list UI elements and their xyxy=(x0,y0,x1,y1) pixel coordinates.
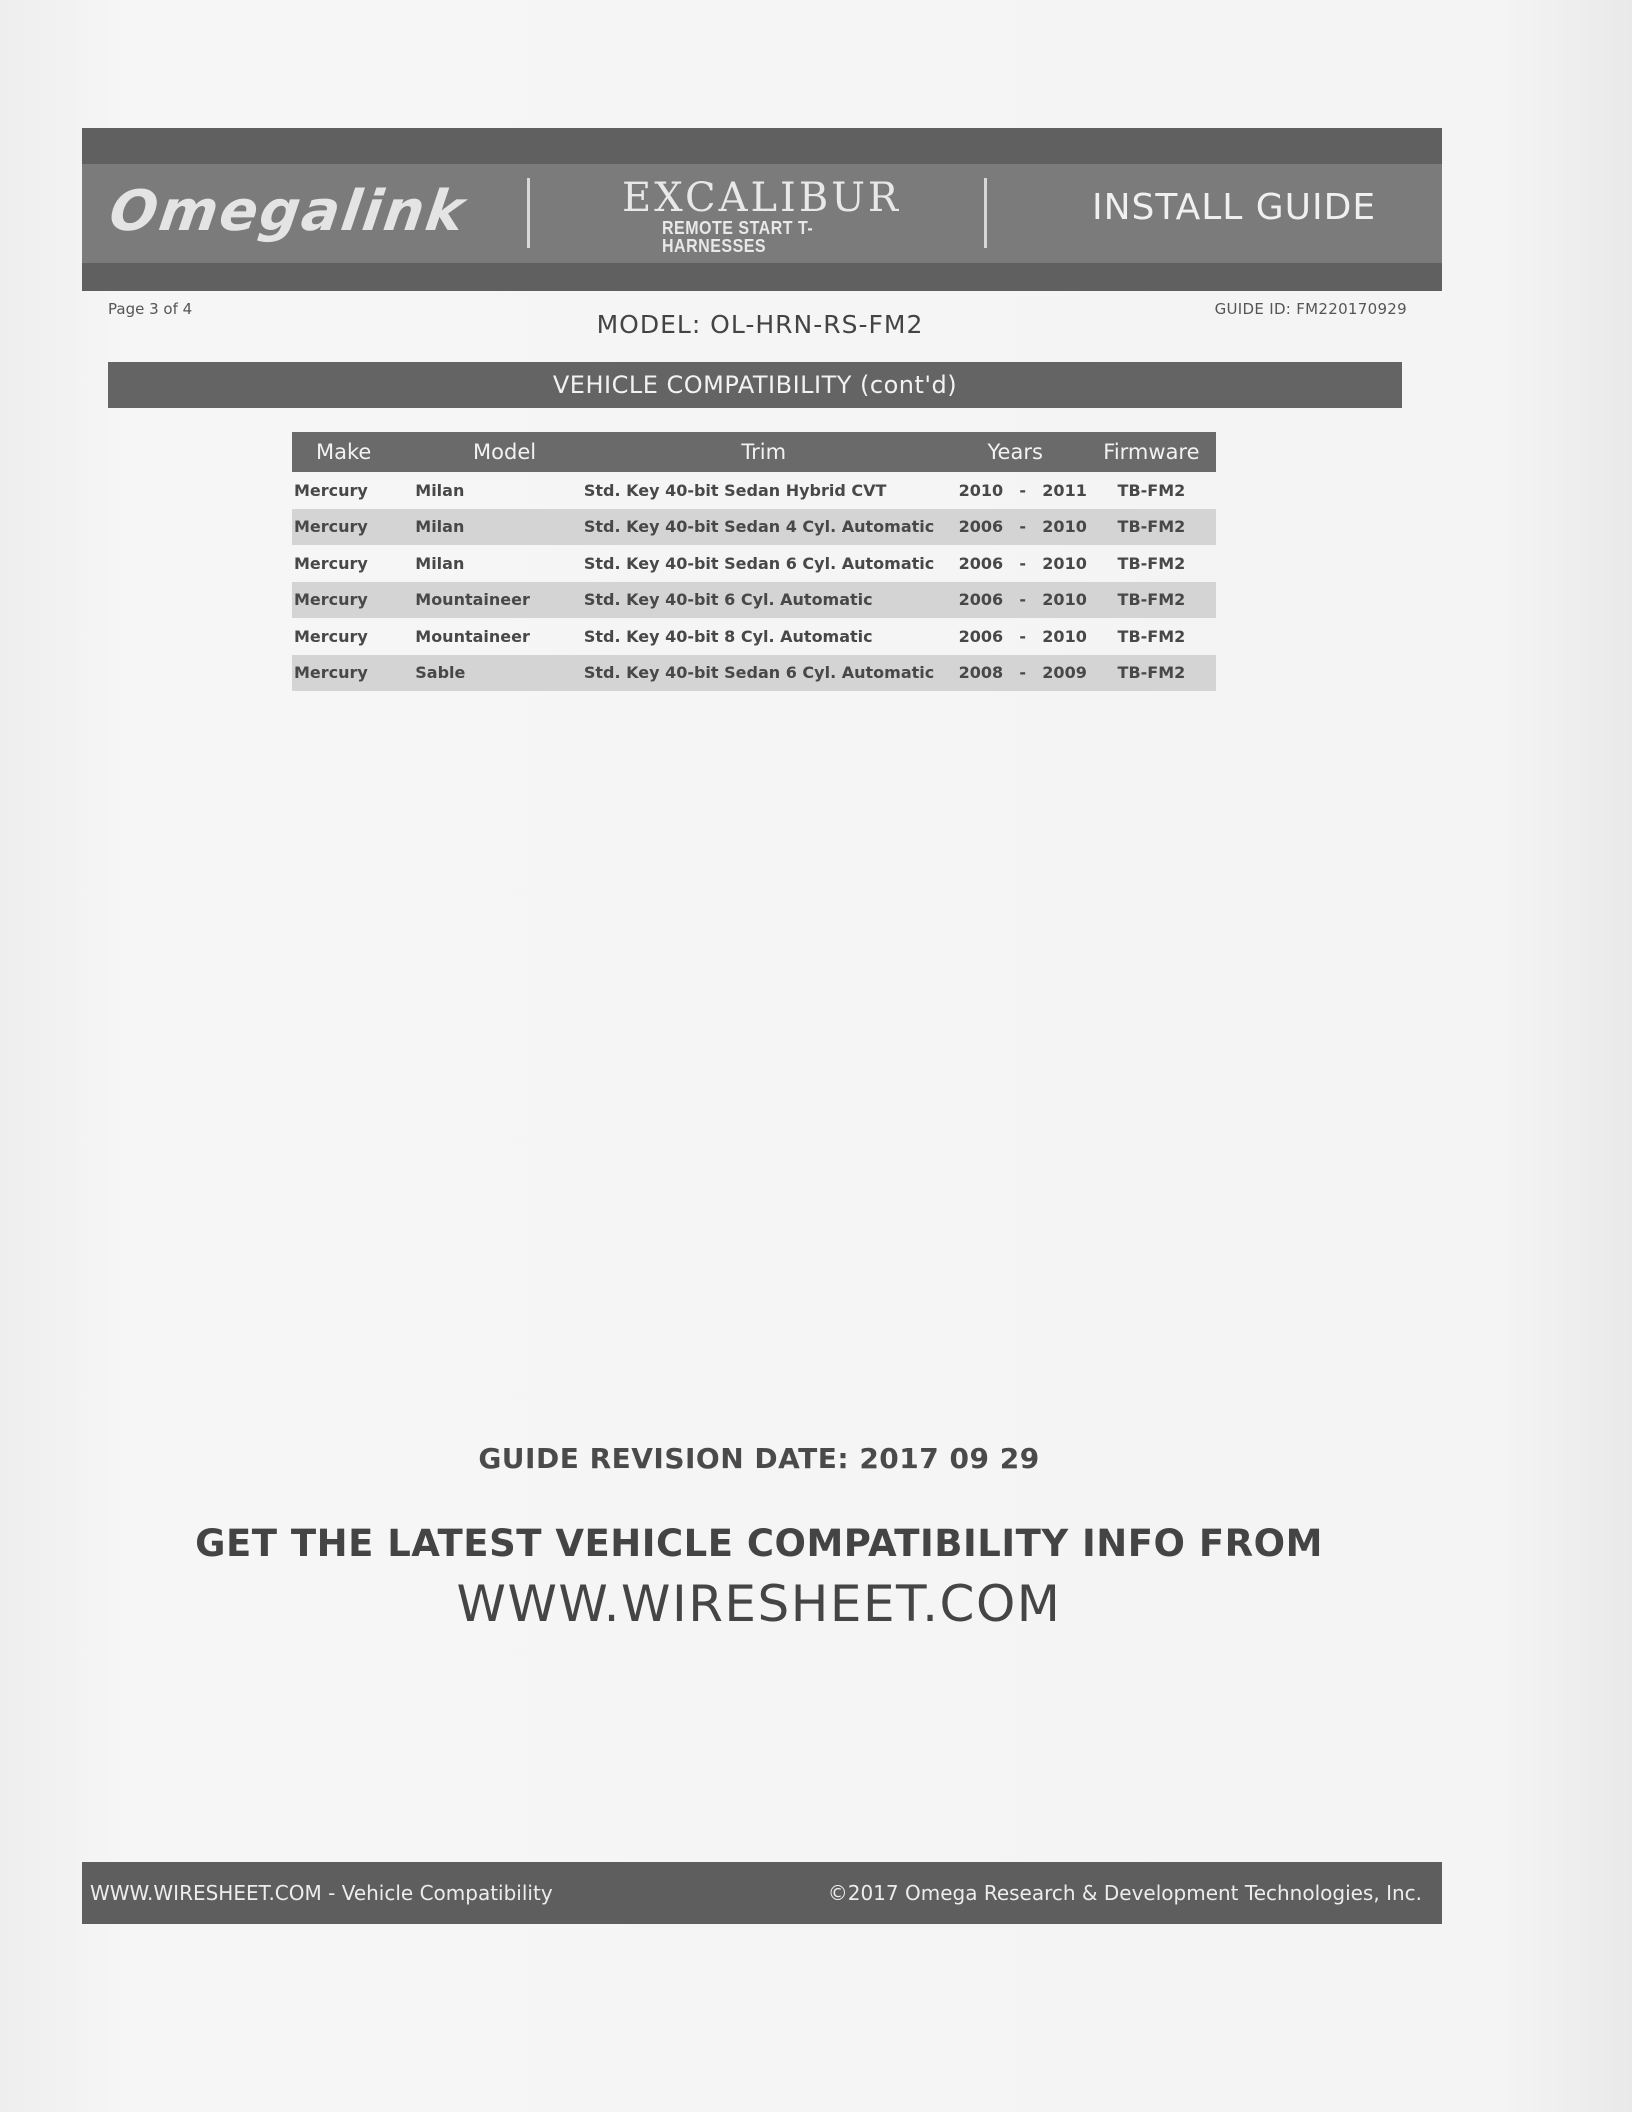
cell-year-from: 2006 xyxy=(944,582,1004,619)
cell-year-dash: - xyxy=(1019,480,1027,500)
cell-model: Mountaineer xyxy=(395,582,584,619)
table-row xyxy=(292,618,1216,655)
cell-year-dash: - xyxy=(1003,655,1042,692)
section-title: VEHICLE COMPATIBILITY (cont'd) xyxy=(108,362,1402,408)
cell-make: Mercury xyxy=(294,626,368,646)
header-years: Years xyxy=(944,432,1087,472)
cell-year-to: 2010 xyxy=(1042,553,1087,573)
header-band xyxy=(82,128,1442,291)
cell-trim: Std. Key 40-bit Sedan 6 Cyl. Automatic xyxy=(583,553,935,573)
header-firmware: Firmware xyxy=(1087,432,1216,472)
cell-make: Mercury xyxy=(292,582,395,619)
cell-model: Mountaineer xyxy=(415,626,530,646)
cell-make: Mercury xyxy=(294,480,368,500)
revision-date: GUIDE REVISION DATE: 2017 09 29 xyxy=(478,1442,1040,1475)
cell-trim: Std. Key 40-bit 8 Cyl. Automatic xyxy=(583,626,873,646)
cell-trim: Std. Key 40-bit Sedan 4 Cyl. Automatic xyxy=(584,509,944,546)
page-number: Page 3 of 4 xyxy=(108,300,193,318)
cell-firmware: TB-FM2 xyxy=(1117,626,1186,646)
excalibur-logo xyxy=(622,175,902,257)
header-divider xyxy=(984,178,987,248)
cell-firmware: TB-FM2 xyxy=(1087,655,1216,692)
website-url: WWW.WIRESHEET.COM xyxy=(456,1575,1062,1633)
cell-year-to: 2010 xyxy=(1042,582,1087,619)
cell-firmware: TB-FM2 xyxy=(1117,480,1186,500)
cell-trim: Std. Key 40-bit 6 Cyl. Automatic xyxy=(584,582,944,619)
install-guide-title: INSTALL GUIDE xyxy=(1092,187,1377,228)
header-model: Model xyxy=(395,432,584,472)
excalibur-logo-tagline: REMOTE START T-HARNESSES xyxy=(662,218,814,257)
vehicle-compatibility-table xyxy=(292,432,1216,691)
header-divider xyxy=(527,178,530,248)
cell-year-from: 2010 xyxy=(958,480,1004,500)
table-header-row xyxy=(292,432,1216,472)
cell-firmware: TB-FM2 xyxy=(1087,582,1216,619)
header-make: Make xyxy=(292,432,395,472)
cell-year-dash: - xyxy=(1003,582,1042,619)
cell-year-to: 2011 xyxy=(1042,480,1087,500)
footer-band xyxy=(82,1862,1442,1924)
cell-model: Milan xyxy=(415,553,465,573)
footer-website-text: WWW.WIRESHEET.COM - Vehicle Compatibility xyxy=(90,1881,553,1905)
cell-year-dash: - xyxy=(1019,626,1027,646)
cell-year-from: 2006 xyxy=(958,553,1004,573)
table-row xyxy=(292,545,1216,582)
guide-id: GUIDE ID: FM220170929 xyxy=(1214,300,1407,318)
cell-year-to: 2010 xyxy=(1042,509,1087,546)
cell-year-to: 2009 xyxy=(1042,655,1087,692)
model-number: MODEL: OL-HRN-RS-FM2 xyxy=(596,310,924,339)
cell-trim: Std. Key 40-bit Sedan Hybrid CVT xyxy=(583,480,887,500)
cell-make: Mercury xyxy=(294,553,368,573)
cell-firmware: TB-FM2 xyxy=(1117,553,1186,573)
cell-firmware: TB-FM2 xyxy=(1087,509,1216,546)
footer-copyright: ©2017 Omega Research & Development Technologies, Inc. xyxy=(827,1881,1422,1905)
table-row xyxy=(292,655,1216,692)
cell-year-dash: - xyxy=(1003,509,1042,546)
cell-make: Mercury xyxy=(292,655,395,692)
omegalink-logo: Omegalink xyxy=(105,179,470,244)
cell-year-from: 2008 xyxy=(944,655,1004,692)
table-row xyxy=(292,582,1216,619)
cell-model: Milan xyxy=(395,509,584,546)
cell-year-from: 2006 xyxy=(958,626,1004,646)
cell-model: Sable xyxy=(395,655,584,692)
excalibur-logo-name: EXCALIBUR xyxy=(622,175,902,221)
header-trim: Trim xyxy=(584,432,944,472)
latest-info-heading: GET THE LATEST VEHICLE COMPATIBILITY INFO FROM xyxy=(195,1522,1323,1565)
cell-model: Milan xyxy=(415,480,465,500)
cell-make: Mercury xyxy=(292,509,395,546)
cell-year-dash: - xyxy=(1019,553,1027,573)
table-row xyxy=(292,472,1216,509)
cell-year-from: 2006 xyxy=(944,509,1004,546)
cell-year-to: 2010 xyxy=(1042,626,1087,646)
table-row xyxy=(292,509,1216,546)
cell-trim: Std. Key 40-bit Sedan 6 Cyl. Automatic xyxy=(584,655,944,692)
